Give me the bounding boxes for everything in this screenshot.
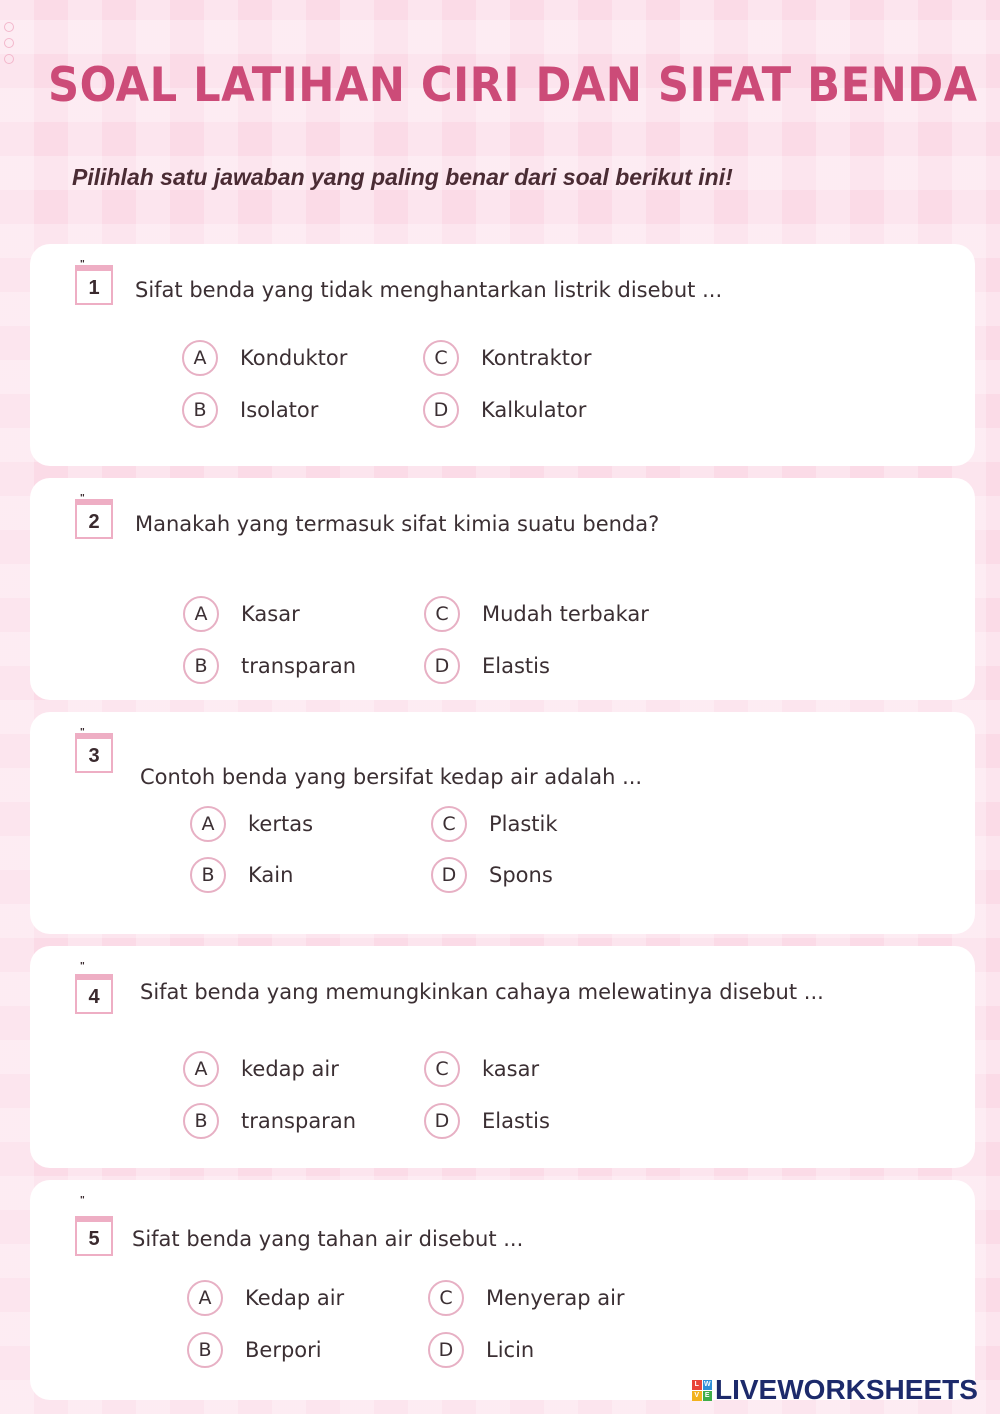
option-letter-badge: B (187, 1332, 223, 1368)
option-letter-badge: C (428, 1280, 464, 1316)
option-letter-badge: A (183, 1051, 219, 1087)
option-d[interactable] (431, 855, 553, 895)
option-b[interactable] (187, 1330, 322, 1370)
question-card-5 (30, 1180, 975, 1400)
question-number: 4 (75, 978, 113, 1014)
option-a[interactable] (183, 594, 300, 634)
option-letter-badge: D (424, 648, 460, 684)
option-d[interactable] (424, 646, 550, 686)
question-text: Sifat benda yang memungkinkan cahaya melewatinya disebut ... (140, 980, 824, 1004)
option-b[interactable] (190, 855, 293, 895)
option-letter-badge: D (424, 1103, 460, 1139)
option-d[interactable] (423, 390, 586, 430)
option-label: Menyerap air (486, 1286, 625, 1310)
option-label: Elastis (482, 654, 550, 678)
option-label: Kalkulator (481, 398, 587, 422)
calendar-hook-icon: " (80, 1195, 85, 1206)
option-letter-badge: A (187, 1280, 223, 1316)
option-label: Kedap air (245, 1286, 345, 1310)
question-card-4 (30, 946, 975, 1168)
logo-letter: L (692, 1380, 702, 1390)
option-b[interactable] (183, 646, 356, 686)
option-letter-badge: D (423, 392, 459, 428)
question-text: Contoh benda yang bersifat kedap air adalah ... (140, 765, 643, 789)
option-c[interactable] (424, 594, 649, 634)
question-text: Manakah yang termasuk sifat kimia suatu benda? (135, 512, 660, 536)
option-a[interactable] (190, 804, 313, 844)
question-number: 2 (75, 503, 113, 539)
logo-letter: E (703, 1391, 713, 1401)
question-number: 5 (75, 1220, 113, 1256)
option-label: kasar (482, 1057, 540, 1081)
option-letter-badge: B (190, 857, 226, 893)
option-letter-badge: A (190, 806, 226, 842)
question-number: 3 (75, 737, 113, 773)
corner-decoration (0, 22, 40, 70)
option-letter-badge: D (428, 1332, 464, 1368)
logo-letter: W (703, 1381, 711, 1388)
option-letter-badge: C (423, 340, 459, 376)
option-label: Konduktor (240, 346, 348, 370)
option-label: kertas (248, 812, 314, 836)
liveworksheets-logo-icon (692, 1380, 712, 1400)
option-label: Spons (489, 863, 553, 887)
option-label: transparan (241, 654, 356, 678)
calendar-hook-icon: " (80, 961, 85, 972)
option-a[interactable] (182, 338, 347, 378)
question-card-1 (30, 244, 975, 466)
liveworksheets-brand[interactable] (692, 1374, 978, 1406)
option-letter-badge: C (424, 1051, 460, 1087)
option-label: Isolator (240, 398, 319, 422)
option-a[interactable] (183, 1049, 339, 1089)
option-label: kedap air (241, 1057, 339, 1081)
option-label: Kontraktor (481, 346, 592, 370)
option-label: Licin (486, 1338, 535, 1362)
brand-name: LIVEWORKSHEETS (715, 1374, 978, 1405)
option-c[interactable] (431, 804, 558, 844)
question-text: Sifat benda yang tidak menghantarkan listrik disebut ... (135, 278, 723, 302)
option-d[interactable] (424, 1101, 550, 1141)
logo-letter: V (692, 1391, 702, 1401)
option-letter-badge: D (431, 857, 467, 893)
option-letter-badge: A (182, 340, 218, 376)
option-label: Kasar (241, 602, 300, 626)
option-label: Berpori (245, 1338, 322, 1362)
option-c[interactable] (428, 1278, 625, 1318)
instruction-text: Pilihlah satu jawaban yang paling benar dari soal berikut ini! (72, 164, 733, 190)
option-c[interactable] (423, 338, 592, 378)
option-label: Plastik (489, 812, 558, 836)
question-text: Sifat benda yang tahan air disebut ... (132, 1227, 524, 1251)
option-letter-badge: B (182, 392, 218, 428)
option-b[interactable] (182, 390, 318, 430)
question-card-3 (30, 712, 975, 934)
option-b[interactable] (183, 1101, 356, 1141)
question-card-2 (30, 478, 975, 700)
question-number: 1 (75, 269, 113, 305)
option-label: Mudah terbakar (482, 602, 649, 626)
option-label: Kain (248, 863, 294, 887)
option-letter-badge: A (183, 596, 219, 632)
option-label: Elastis (482, 1109, 550, 1133)
option-label: transparan (241, 1109, 356, 1133)
option-letter-badge: B (183, 648, 219, 684)
option-c[interactable] (424, 1049, 539, 1089)
option-d[interactable] (428, 1330, 534, 1370)
option-letter-badge: C (424, 596, 460, 632)
option-a[interactable] (187, 1278, 344, 1318)
option-letter-badge: B (183, 1103, 219, 1139)
page-title: SOAL LATIHAN CIRI DAN SIFAT BENDA (48, 58, 978, 113)
option-letter-badge: C (431, 806, 467, 842)
